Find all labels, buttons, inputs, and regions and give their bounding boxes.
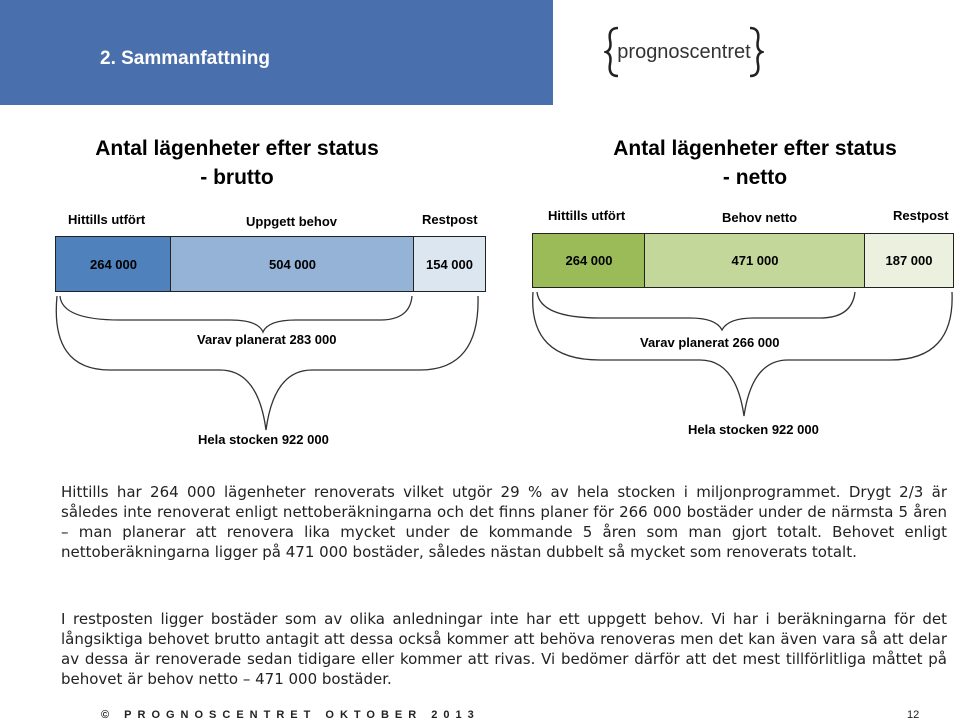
footer-text: © PROGNOSCENTRET OKTOBER 2013: [101, 709, 480, 721]
right-bar-done: 264 000: [532, 233, 646, 288]
paragraph-2: I restposten ligger bostäder som av olika anledningar inte har ett uppgett behov. Vi har i beräkningarna för det långsiktiga behovet brutto antagit att dessa också kommer att behöva renoveras men det kan även vara så att delar av dessa är renoverade sedan tidigare eller kommer att rivas. Vi bedömer därför att det mest tillförlitliga måttet på behovet är behov netto – 471 000 bostäder.: [61, 610, 947, 688]
right-title-line2: - netto: [722, 166, 788, 189]
left-title-line2: - brutto: [200, 166, 274, 189]
left-bar-middle: 504 000: [170, 236, 415, 292]
right-bar-middle: 471 000: [644, 233, 866, 288]
left-label-middle: Uppgett behov: [246, 214, 337, 229]
page-number: 12: [907, 709, 920, 721]
left-planned-note: Varav planerat 283 000: [197, 332, 337, 347]
paragraph-1: Hittills har 264 000 lägenheter renoverats vilket utgör 29 % av hela stocken i miljonprogrammet. Drygt 2/3 är således inte renoverat enligt nettoberäkningarna och det finns planer för 266 000 bostäder under de närmsta 5 åren – man planerar att renovera lika mycket under de kommande 5 åren som man gjort totalt. Behovet enligt nettoberäkningarna ligger på 471 000 bostäder, således nästan dubbelt så mycket som renoverats totalt.: [61, 483, 947, 561]
right-label-middle: Behov netto: [722, 210, 798, 225]
right-label-done: Hittills utfört: [548, 208, 626, 223]
right-planned-note: Varav planerat 266 000: [640, 335, 780, 350]
left-title-line1: Antal lägenheter efter status: [95, 137, 379, 160]
right-total-note: Hela stocken 922 000: [688, 422, 819, 437]
left-total-note: Hela stocken 922 000: [198, 432, 329, 447]
left-label-rest: Restpost: [422, 212, 478, 227]
left-bar-done: 264 000: [55, 236, 172, 292]
left-bar-rest: 154 000: [413, 236, 486, 292]
right-planned-brace: [537, 292, 855, 330]
left-label-done: Hittills utfört: [68, 212, 146, 227]
right-label-rest: Restpost: [893, 208, 949, 223]
left-planned-brace: [60, 296, 412, 332]
logo-text: prognoscentret: [617, 41, 751, 63]
left-total-brace: [56, 296, 478, 430]
right-total-brace: [533, 292, 952, 416]
right-title-line1: Antal lägenheter efter status: [613, 137, 897, 160]
section-title: 2. Sammanfattning: [100, 48, 270, 69]
right-bar-rest: 187 000: [864, 233, 954, 288]
